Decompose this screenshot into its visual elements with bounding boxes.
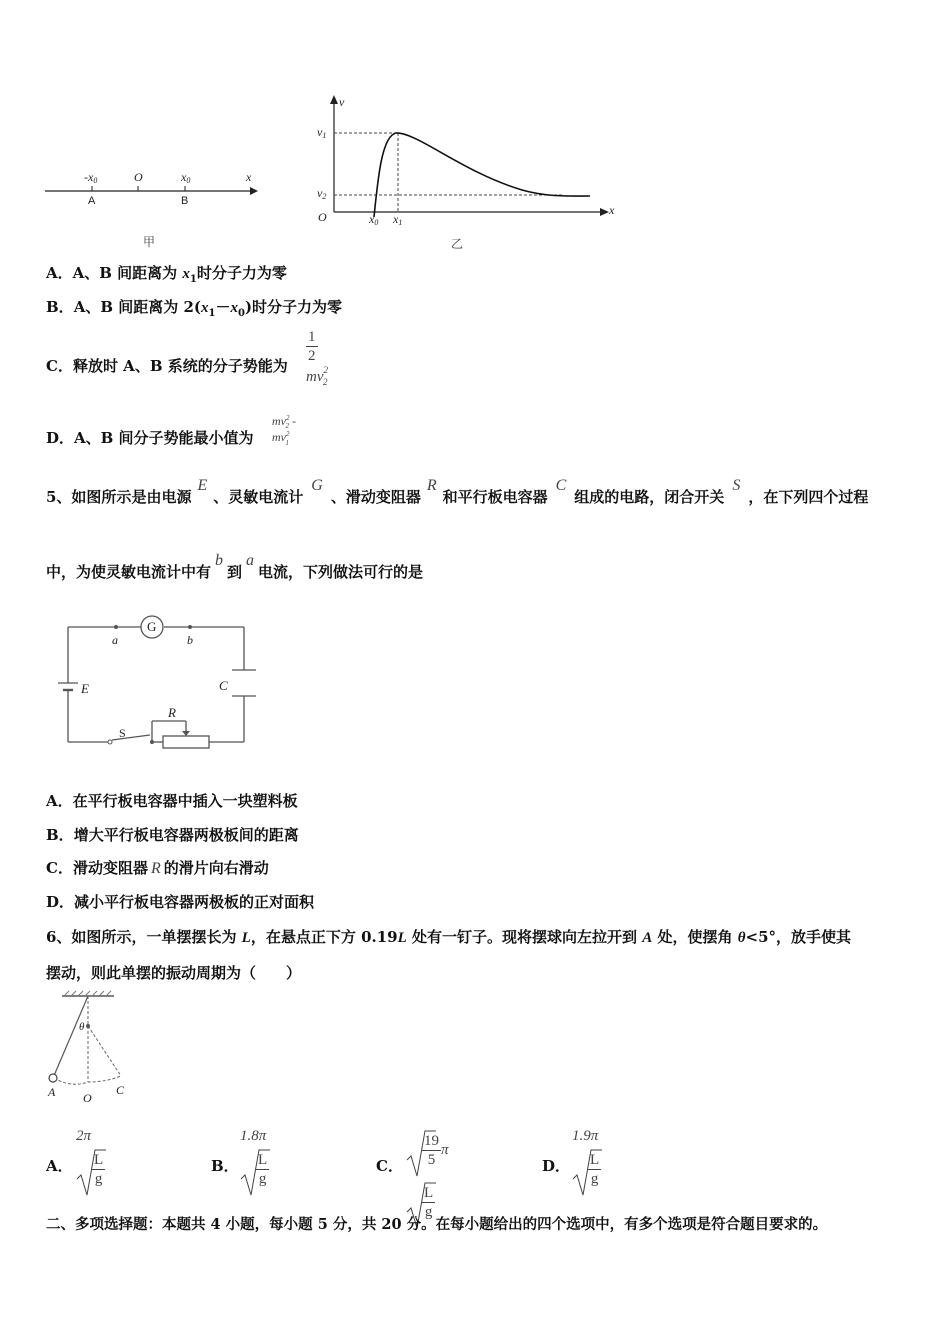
q5-option-c: C．滑动变阻器 R 的滑片向右滑动	[46, 859, 269, 877]
q4-option-c: C．释放时 A、B 系统的分子势能为	[46, 357, 288, 375]
q6-option-a-expr: 2π $\frac{L}{g}$	[76, 1128, 125, 1183]
node-a	[114, 625, 118, 629]
label-origin: O	[134, 170, 143, 184]
q4-option-b: B．A、B 间距离为 $2(x_1-x_0)$时分子力为零	[46, 298, 343, 319]
q4-option-d: D．A、B 间分子势能最小值为	[46, 429, 254, 447]
q4-option-d-expr: $mv^2_2 - mv^2_1$	[272, 414, 296, 447]
slider-arrow	[182, 731, 190, 736]
q6-option-b-key: B．	[211, 1157, 239, 1175]
q5-option-b: B．增大平行板电容器两极板间的距离	[46, 826, 299, 844]
q6-option-c-expr: $\frac{19}{5}$ π $\frac{L}{g}$	[406, 1128, 478, 1183]
q6-stem-line2: 摆动，则此单摆的振动周期为（ ）	[46, 964, 302, 982]
switch-contact	[108, 740, 112, 744]
v-axis-arrow	[330, 95, 338, 104]
label-c: C	[116, 1083, 125, 1097]
label-v2: v2	[317, 186, 327, 201]
q6-pendulum-diagram	[44, 990, 144, 1110]
q5-circuit-diagram	[46, 608, 266, 758]
section-2-heading: 二、多项选择题：本题共 4 小题，每小题 5 分，共 20 分。在每小题给出的四个选项中，有多个选项是符合题目要求的。	[46, 1216, 828, 1233]
label-origin: O	[318, 210, 327, 224]
label-theta: θ	[79, 1021, 85, 1033]
slider-node	[150, 740, 154, 744]
label-r: R	[168, 705, 176, 720]
q6-option-d-key: D．	[542, 1157, 571, 1175]
label-v1: v1	[317, 125, 327, 140]
label-neg-x0: -x0	[84, 170, 98, 185]
label-b: b	[187, 633, 193, 647]
figure-jia	[40, 165, 260, 210]
string-to-a	[53, 996, 88, 1078]
velocity-curve	[374, 133, 590, 217]
point-a-label: A	[88, 195, 96, 207]
label-c: C	[219, 678, 228, 693]
q5-option-a: A．在平行板电容器中插入一块塑料板	[46, 792, 298, 810]
label-e: E	[81, 681, 89, 696]
caption-yi: 乙	[451, 237, 464, 251]
label-x1: x1	[393, 212, 403, 227]
label-s: S	[119, 726, 126, 740]
q4-option-c-expr: $\frac{1}{2}$ $mv^2_2$	[306, 329, 328, 387]
node-b	[188, 625, 192, 629]
string-to-c-dashed	[88, 1026, 121, 1076]
bob-a	[49, 1074, 57, 1082]
x-axis-arrow	[250, 187, 258, 195]
q5-stem-line1: 5、如图所示是由电源E、灵敏电流计G、滑动变阻器R和平行板电容器C组成的电路，闭合开关S，在下列四个过程	[46, 477, 869, 506]
label-o: O	[83, 1091, 92, 1105]
x-axis-arrow	[600, 208, 609, 216]
q4-option-a: A．A、B 间距离为 $x_1$时分子力为零	[46, 264, 287, 285]
q6-option-d-expr: 1.9π $\frac{L}{g}$	[572, 1128, 633, 1183]
label-x0: x0	[181, 170, 191, 185]
label-x: x	[609, 203, 615, 217]
label-x0: x0	[369, 212, 379, 227]
figure-yi	[312, 92, 622, 227]
q6-option-b-expr: 1.8π $\frac{L}{g}$	[240, 1128, 301, 1183]
label-x: x	[246, 170, 252, 184]
q6-option-c-key: C．	[376, 1157, 403, 1175]
label-a: a	[112, 633, 118, 647]
q5-stem-line2: 中，为使灵敏电流计中有b到a电流，下列做法可行的是	[46, 552, 424, 581]
q5-option-d: D．减小平行板电容器两极板的正对面积	[46, 893, 315, 911]
q6-option-a-key: A．	[46, 1157, 73, 1175]
q6-stem-line1: 6、如图所示，一单摆摆长为 L，在悬点正下方 0.19L 处有一钉子。现将摆球向左拉开到 A 处，使摆角 θ<5°，放手使其	[46, 928, 852, 946]
galvanometer-label: G	[147, 619, 157, 634]
label-a: A	[48, 1085, 56, 1099]
point-b-label: B	[181, 195, 189, 207]
label-v: v	[339, 95, 345, 109]
nail	[86, 1024, 90, 1028]
caption-jia: 甲	[143, 235, 156, 249]
